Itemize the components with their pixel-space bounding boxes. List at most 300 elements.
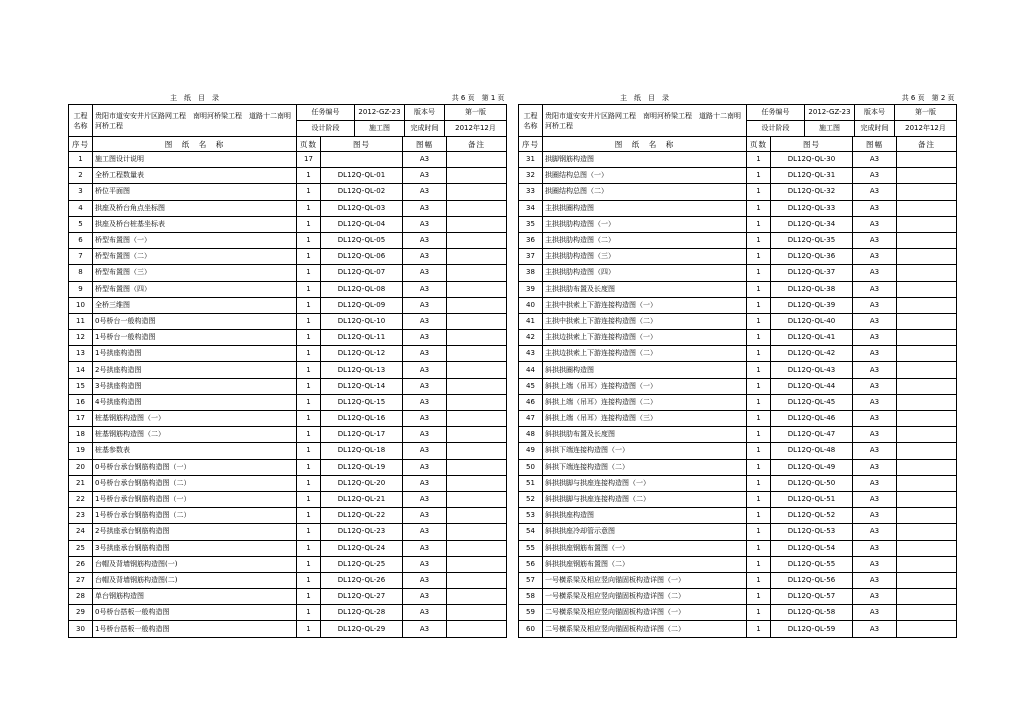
table-row [69, 168, 507, 184]
cell-remark [897, 589, 957, 605]
cell-drawing-no: DL12Q-QL-14 [321, 378, 403, 394]
cell-pages: 1 [297, 491, 321, 507]
cell-pages: 1 [297, 184, 321, 200]
cell-no: 40 [519, 297, 543, 313]
table-row [69, 475, 507, 491]
cell-size: A3 [403, 168, 447, 184]
cell-size: A3 [853, 524, 897, 540]
cell-drawing-no: DL12Q-QL-09 [321, 297, 403, 313]
stage: 施工图 [805, 121, 855, 137]
table-row [519, 184, 957, 200]
cell-size: A3 [853, 589, 897, 605]
cell-size: A3 [403, 524, 447, 540]
cell-remark [897, 605, 957, 621]
cell-size: A3 [403, 508, 447, 524]
cell-no: 4 [69, 200, 93, 216]
cell-drawing-no: DL12Q-QL-13 [321, 362, 403, 378]
table-row [519, 475, 957, 491]
cell-name: 斜拱拱脚与拱座连接构造图（一） [543, 475, 747, 491]
cell-no: 30 [69, 621, 93, 637]
cell-drawing-no: DL12Q-QL-05 [321, 232, 403, 248]
cell-remark [897, 621, 957, 637]
column-header-row [69, 137, 507, 152]
cell-pages: 1 [747, 411, 771, 427]
cell-size: A3 [853, 362, 897, 378]
cell-drawing-no: DL12Q-QL-21 [321, 491, 403, 507]
cell-no: 32 [519, 168, 543, 184]
table-row [69, 216, 507, 232]
cell-name: 4号拱座构造图 [93, 394, 297, 410]
cell-no: 22 [69, 491, 93, 507]
table-row [519, 556, 957, 572]
cell-name: 桥型布置图（一） [93, 232, 297, 248]
cell-no: 9 [69, 281, 93, 297]
cell-name: 单台钢筋构造图 [93, 589, 297, 605]
cell-remark [447, 378, 507, 394]
drawing-index-sheet-1 [68, 92, 506, 638]
cell-no: 11 [69, 313, 93, 329]
cell-pages: 1 [297, 297, 321, 313]
date-label: 完成时间 [405, 121, 445, 137]
cell-name: 主拱拱肋构造图（三） [543, 249, 747, 265]
cell-no: 24 [69, 524, 93, 540]
cell-remark [897, 200, 957, 216]
table-row [69, 459, 507, 475]
cell-remark [447, 200, 507, 216]
cell-drawing-no: DL12Q-QL-56 [771, 572, 853, 588]
cell-no: 36 [519, 232, 543, 248]
cell-name: 主拱拱肋构造图（二） [543, 232, 747, 248]
cell-pages: 1 [747, 508, 771, 524]
cell-no: 26 [69, 556, 93, 572]
cell-drawing-no: DL12Q-QL-07 [321, 265, 403, 281]
cell-size: A3 [403, 200, 447, 216]
cell-pages: 1 [747, 152, 771, 168]
project-name: 贵阳市道安安井片区路网工程 南明河桥梁工程 道路十二南明河桥工程 [543, 105, 747, 137]
cell-size: A3 [853, 508, 897, 524]
cell-remark [447, 313, 507, 329]
cell-size: A3 [403, 265, 447, 281]
cell-size: A3 [853, 346, 897, 362]
cell-drawing-no: DL12Q-QL-46 [771, 411, 853, 427]
table-row [519, 427, 957, 443]
cell-pages: 1 [747, 572, 771, 588]
cell-remark [897, 346, 957, 362]
cell-remark [897, 411, 957, 427]
cell-size: A3 [853, 152, 897, 168]
cell-remark [447, 281, 507, 297]
cell-pages: 1 [747, 249, 771, 265]
cell-pages: 1 [297, 394, 321, 410]
cell-drawing-no: DL12Q-QL-38 [771, 281, 853, 297]
cell-name: 2号拱座承台钢筋构造图 [93, 524, 297, 540]
stage-label: 设计阶段 [297, 121, 355, 137]
table-row [519, 459, 957, 475]
cell-drawing-no: DL12Q-QL-15 [321, 394, 403, 410]
cell-size: A3 [853, 200, 897, 216]
cell-name: 桩基钢筋构造图（一） [93, 411, 297, 427]
cell-pages: 1 [747, 168, 771, 184]
cell-no: 48 [519, 427, 543, 443]
table-row [519, 330, 957, 346]
table-row [519, 281, 957, 297]
cell-name: 斜拱拱肋布置及长度图 [543, 427, 747, 443]
cell-no: 16 [69, 394, 93, 410]
cell-size: A3 [853, 394, 897, 410]
cell-name: 1号桥台承台钢筋构造图（一） [93, 491, 297, 507]
table-row [519, 313, 957, 329]
cell-pages: 1 [747, 394, 771, 410]
cell-remark [447, 621, 507, 637]
cell-remark [897, 491, 957, 507]
table-row [519, 249, 957, 265]
cell-pages: 1 [747, 281, 771, 297]
drawing-list-table [518, 137, 957, 638]
cell-pages: 1 [747, 297, 771, 313]
cell-drawing-no: DL12Q-QL-08 [321, 281, 403, 297]
cell-no: 25 [69, 540, 93, 556]
col-remark: 备注 [447, 137, 507, 152]
cell-drawing-no: DL12Q-QL-35 [771, 232, 853, 248]
cell-pages: 1 [747, 427, 771, 443]
sheet-title: 主 纸 目 录 [620, 93, 669, 102]
cell-size: A3 [853, 411, 897, 427]
cell-no: 42 [519, 330, 543, 346]
table-row [69, 265, 507, 281]
task-no-label: 任务编号 [747, 105, 805, 121]
cell-pages: 1 [747, 524, 771, 540]
table-row [519, 378, 957, 394]
cell-remark [447, 394, 507, 410]
table-row [519, 200, 957, 216]
cell-name: 斜拱下端连接构造图（一） [543, 443, 747, 459]
cell-size: A3 [853, 378, 897, 394]
cell-name: 台帽及背墙钢筋构造图(二) [93, 572, 297, 588]
cell-name: 桩基参数表 [93, 443, 297, 459]
cell-remark [447, 216, 507, 232]
cell-no: 44 [519, 362, 543, 378]
cell-drawing-no: DL12Q-QL-47 [771, 427, 853, 443]
table-row [69, 508, 507, 524]
cell-drawing-no: DL12Q-QL-30 [771, 152, 853, 168]
cell-pages: 1 [297, 621, 321, 637]
table-row [69, 443, 507, 459]
table-row [69, 346, 507, 362]
cell-pages: 1 [297, 572, 321, 588]
cell-name: 斜拱上端（吊耳）连接构造图（一） [543, 378, 747, 394]
cell-pages: 1 [297, 313, 321, 329]
cell-no: 58 [519, 589, 543, 605]
cell-no: 43 [519, 346, 543, 362]
cell-name: 主拱中拱索上下游连接构造图（二） [543, 313, 747, 329]
cell-size: A3 [853, 184, 897, 200]
cell-size: A3 [403, 394, 447, 410]
sheet-title: 主 纸 目 录 [170, 93, 219, 102]
cell-name: 斜拱上端（吊耳）连接构造图（二） [543, 394, 747, 410]
cell-name: 斜拱拱座冷却管示意图 [543, 524, 747, 540]
cell-remark [897, 362, 957, 378]
cell-remark [897, 394, 957, 410]
cell-size: A3 [403, 621, 447, 637]
table-row [519, 540, 957, 556]
cell-no: 41 [519, 313, 543, 329]
cell-drawing-no: DL12Q-QL-12 [321, 346, 403, 362]
cell-remark [897, 572, 957, 588]
cell-no: 17 [69, 411, 93, 427]
cell-no: 12 [69, 330, 93, 346]
cell-pages: 1 [297, 168, 321, 184]
table-row [519, 297, 957, 313]
cell-pages: 1 [747, 443, 771, 459]
cell-drawing-no: DL12Q-QL-40 [771, 313, 853, 329]
task-no: 2012-GZ-23 [355, 105, 405, 121]
project-label: 工程名称 [519, 105, 543, 137]
cell-size: A3 [403, 605, 447, 621]
cell-name: 主拱拱肋构造图（一） [543, 216, 747, 232]
cell-pages: 1 [747, 265, 771, 281]
cell-remark [447, 232, 507, 248]
cell-name: 二号横系梁及相应竖向锚固板构造详图（一） [543, 605, 747, 621]
cell-pages: 1 [747, 605, 771, 621]
cell-name: 拱圈结构总图（二） [543, 184, 747, 200]
cell-remark [897, 459, 957, 475]
cell-drawing-no: DL12Q-QL-52 [771, 508, 853, 524]
cell-no: 6 [69, 232, 93, 248]
cell-pages: 1 [297, 540, 321, 556]
cell-remark [447, 265, 507, 281]
cell-drawing-no: DL12Q-QL-48 [771, 443, 853, 459]
cell-size: A3 [403, 475, 447, 491]
cell-name: 斜拱拱圈构造图 [543, 362, 747, 378]
cell-remark [447, 589, 507, 605]
cell-drawing-no: DL12Q-QL-36 [771, 249, 853, 265]
cell-name: 拱圈结构总图（一） [543, 168, 747, 184]
cell-name: 1号桥台一般构造图 [93, 330, 297, 346]
cell-pages: 1 [747, 491, 771, 507]
cell-size: A3 [403, 184, 447, 200]
cell-size: A3 [403, 378, 447, 394]
cell-drawing-no: DL12Q-QL-31 [771, 168, 853, 184]
cell-no: 27 [69, 572, 93, 588]
cell-remark [897, 184, 957, 200]
cell-name: 一号横系梁及相应竖向锚固板构造详图（一） [543, 572, 747, 588]
cell-pages: 1 [747, 346, 771, 362]
cell-drawing-no: DL12Q-QL-43 [771, 362, 853, 378]
cell-pages: 17 [297, 152, 321, 168]
cell-remark [897, 556, 957, 572]
cell-pages: 1 [747, 378, 771, 394]
col-no: 序号 [69, 137, 93, 152]
cell-size: A3 [853, 556, 897, 572]
cell-remark [897, 168, 957, 184]
cell-name: 桥位平面图 [93, 184, 297, 200]
cell-size: A3 [403, 411, 447, 427]
page-info: 共 6 页 第 1 页 [451, 93, 505, 102]
cell-remark [897, 330, 957, 346]
cell-remark [447, 524, 507, 540]
cell-remark [897, 475, 957, 491]
cell-name: 斜拱拱脚与拱座连接构造图（二） [543, 491, 747, 507]
cell-size: A3 [403, 216, 447, 232]
date: 2012年12月 [895, 121, 957, 137]
cell-remark [447, 427, 507, 443]
cell-name: 主拱拱肋布置及长度图 [543, 281, 747, 297]
cell-size: A3 [403, 540, 447, 556]
cell-drawing-no: DL12Q-QL-16 [321, 411, 403, 427]
cell-size: A3 [403, 427, 447, 443]
cell-remark [897, 313, 957, 329]
cell-size: A3 [853, 216, 897, 232]
cell-remark [897, 232, 957, 248]
cell-no: 52 [519, 491, 543, 507]
cell-pages: 1 [297, 232, 321, 248]
cell-remark [897, 524, 957, 540]
table-row [69, 411, 507, 427]
cell-size: A3 [853, 621, 897, 637]
cell-pages: 1 [297, 524, 321, 540]
cell-pages: 1 [297, 249, 321, 265]
cell-size: A3 [853, 605, 897, 621]
cell-remark [447, 475, 507, 491]
table-row [69, 281, 507, 297]
table-row [69, 297, 507, 313]
cell-drawing-no: DL12Q-QL-37 [771, 265, 853, 281]
cell-name: 一号横系梁及相应竖向锚固板构造详图（二） [543, 589, 747, 605]
cell-size: A3 [853, 265, 897, 281]
cell-remark [897, 249, 957, 265]
cell-remark [447, 605, 507, 621]
cell-name: 拱座及桥台桩基坐标表 [93, 216, 297, 232]
cell-name: 桥型布置图（四） [93, 281, 297, 297]
cell-remark [897, 427, 957, 443]
table-row [69, 249, 507, 265]
cell-drawing-no: DL12Q-QL-50 [771, 475, 853, 491]
table-row [519, 265, 957, 281]
table-row [519, 394, 957, 410]
version: 第一版 [895, 105, 957, 121]
cell-size: A3 [403, 572, 447, 588]
cell-size: A3 [403, 313, 447, 329]
cell-drawing-no: DL12Q-QL-27 [321, 589, 403, 605]
table-row [519, 216, 957, 232]
cell-no: 8 [69, 265, 93, 281]
cell-no: 1 [69, 152, 93, 168]
cell-remark [897, 378, 957, 394]
cell-name: 0号桥台一般构造图 [93, 313, 297, 329]
task-no-label: 任务编号 [297, 105, 355, 121]
task-no: 2012-GZ-23 [805, 105, 855, 121]
cell-drawing-no: DL12Q-QL-26 [321, 572, 403, 588]
cell-no: 39 [519, 281, 543, 297]
cell-drawing-no: DL12Q-QL-11 [321, 330, 403, 346]
cell-pages: 1 [747, 621, 771, 637]
cell-name: 斜拱拱座钢筋布置图（二） [543, 556, 747, 572]
cell-remark [447, 330, 507, 346]
version-label: 版本号 [405, 105, 445, 121]
version-label: 版本号 [855, 105, 895, 121]
table-row [519, 411, 957, 427]
cell-pages: 1 [297, 265, 321, 281]
cell-no: 60 [519, 621, 543, 637]
cell-remark [447, 346, 507, 362]
cell-drawing-no: DL12Q-QL-06 [321, 249, 403, 265]
cell-drawing-no: DL12Q-QL-54 [771, 540, 853, 556]
cell-drawing-no: DL12Q-QL-04 [321, 216, 403, 232]
col-no: 序号 [519, 137, 543, 152]
cell-pages: 1 [297, 411, 321, 427]
cell-size: A3 [403, 232, 447, 248]
cell-name: 斜拱拱座构造图 [543, 508, 747, 524]
cell-pages: 1 [297, 556, 321, 572]
table-row [69, 394, 507, 410]
cell-no: 31 [519, 152, 543, 168]
cell-remark [447, 297, 507, 313]
cell-no: 10 [69, 297, 93, 313]
cell-no: 5 [69, 216, 93, 232]
page-info: 共 6 页 第 2 页 [901, 93, 955, 102]
table-row [519, 524, 957, 540]
col-pages: 页数 [297, 137, 321, 152]
cell-remark [447, 152, 507, 168]
cell-pages: 1 [297, 589, 321, 605]
version: 第一版 [445, 105, 507, 121]
cell-size: A3 [403, 491, 447, 507]
cell-drawing-no: DL12Q-QL-57 [771, 589, 853, 605]
cell-no: 56 [519, 556, 543, 572]
cell-name: 桥型布置图（二） [93, 249, 297, 265]
cell-remark [447, 572, 507, 588]
project-label: 工程名称 [69, 105, 93, 137]
cell-no: 23 [69, 508, 93, 524]
cell-no: 59 [519, 605, 543, 621]
table-row [69, 232, 507, 248]
stage-label: 设计阶段 [747, 121, 805, 137]
cell-size: A3 [403, 459, 447, 475]
cell-no: 55 [519, 540, 543, 556]
cell-name: 3号拱座承台钢筋构造图 [93, 540, 297, 556]
col-drawing-no: 图号 [771, 137, 853, 152]
cell-remark [447, 168, 507, 184]
date: 2012年12月 [445, 121, 507, 137]
cell-name: 二号横系梁及相应竖向锚固板构造详图（二） [543, 621, 747, 637]
table-row [69, 556, 507, 572]
cell-remark [447, 508, 507, 524]
cell-size: A3 [853, 232, 897, 248]
cell-drawing-no: DL12Q-QL-45 [771, 394, 853, 410]
column-header-row [519, 137, 957, 152]
cell-pages: 1 [297, 216, 321, 232]
cell-no: 18 [69, 427, 93, 443]
table-row [69, 589, 507, 605]
cell-pages: 1 [747, 362, 771, 378]
cell-name: 1号桥台承台钢筋构造图（二） [93, 508, 297, 524]
cell-drawing-no: DL12Q-QL-55 [771, 556, 853, 572]
cell-drawing-no: DL12Q-QL-18 [321, 443, 403, 459]
cell-no: 2 [69, 168, 93, 184]
drawing-list-table [68, 137, 507, 638]
cell-remark [897, 297, 957, 313]
cell-size: A3 [853, 459, 897, 475]
cell-no: 28 [69, 589, 93, 605]
cell-size: A3 [403, 281, 447, 297]
cell-drawing-no: DL12Q-QL-58 [771, 605, 853, 621]
cell-pages: 1 [297, 346, 321, 362]
cell-name: 0号桥台搭板一般构造图 [93, 605, 297, 621]
table-row [69, 313, 507, 329]
cell-no: 7 [69, 249, 93, 265]
cell-drawing-no: DL12Q-QL-29 [321, 621, 403, 637]
col-name: 图 纸 名 称 [93, 137, 297, 152]
